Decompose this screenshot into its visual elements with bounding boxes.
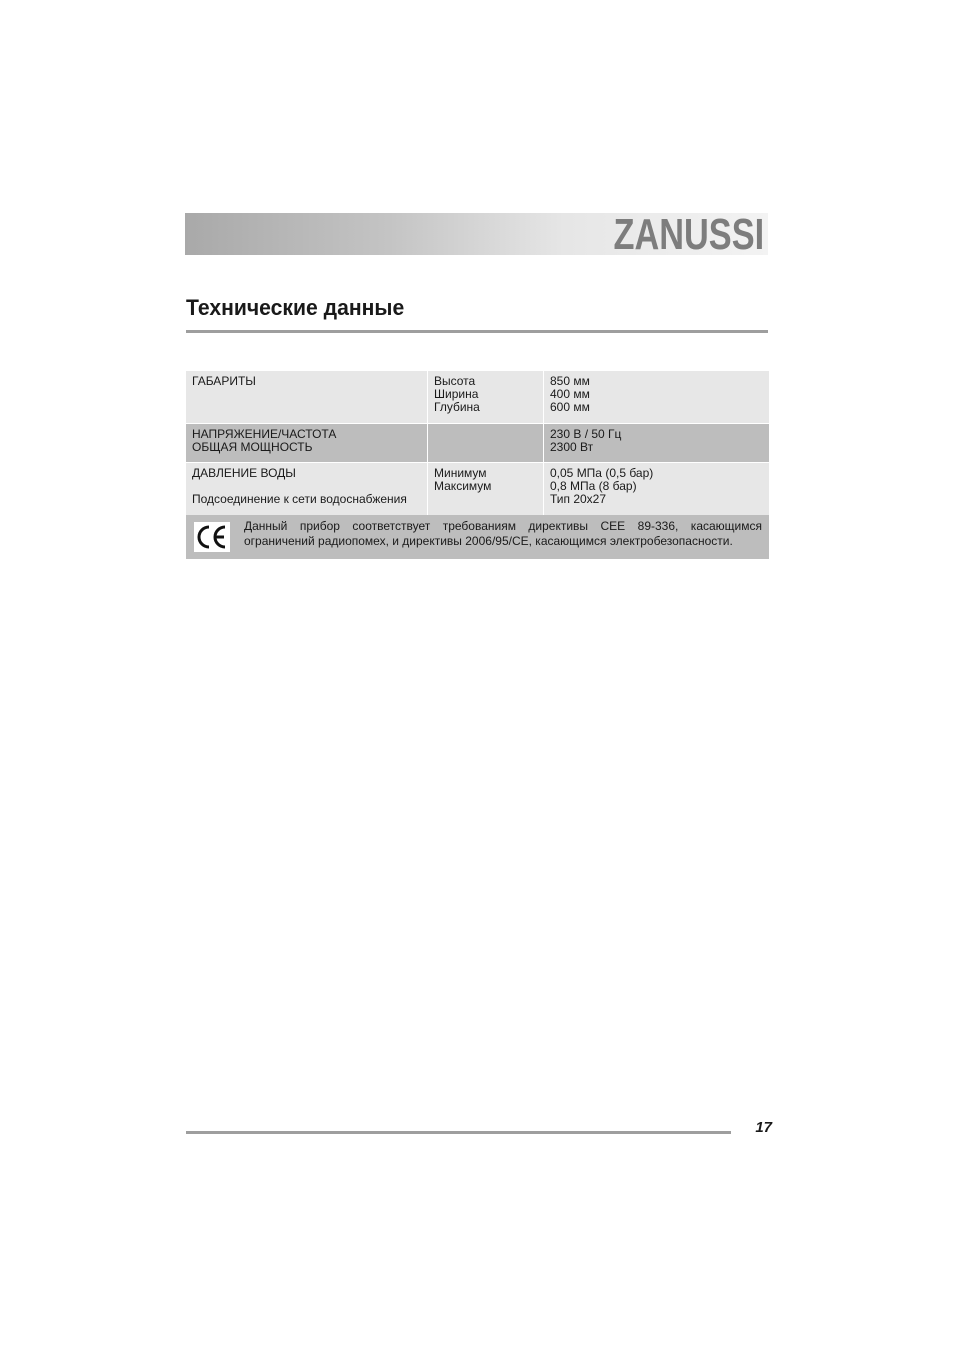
- table-row-water: [186, 463, 769, 516]
- water-pressure-label: ДАВЛЕНИЕ ВОДЫ: [192, 466, 296, 480]
- water-connection-label: Подсоединение к сети водоснабжения: [192, 492, 407, 506]
- water-values-cell: [544, 463, 770, 516]
- value-minimum: 0,05 МПа (0,5 бар): [550, 466, 654, 480]
- voltage-frequency-value: 230 В / 50 Гц: [550, 427, 622, 441]
- page-number: 17: [755, 1119, 772, 1136]
- electrical-params-cell: [428, 424, 544, 463]
- voltage-frequency-label: НАПРЯЖЕНИЕ/ЧАСТОТА: [192, 427, 337, 441]
- dimensions-label-cell: [186, 371, 428, 424]
- water-params-cell: [428, 463, 544, 516]
- dimensions-label: ГАБАРИТЫ: [192, 374, 256, 388]
- electrical-values-cell: [544, 424, 770, 463]
- value-width: 400 мм: [550, 387, 590, 401]
- header-band: [185, 210, 768, 259]
- spec-table: [186, 371, 769, 516]
- water-label-cell: [186, 463, 428, 516]
- param-depth: Глубина: [434, 400, 480, 414]
- param-minimum: Минимум: [434, 466, 487, 480]
- value-height: 850 мм: [550, 374, 590, 388]
- title-divider: [186, 330, 768, 333]
- table-row-electrical: [186, 424, 769, 463]
- dimensions-values-cell: [544, 371, 770, 424]
- value-depth: 600 мм: [550, 400, 590, 414]
- table-row-dimensions: [186, 371, 769, 424]
- total-power-value: 2300 Вт: [550, 440, 594, 454]
- page-title: Технические данные: [186, 295, 405, 320]
- compliance-text: Данный прибор соответствует требованиям директивы CEE 89-336, касающимся ограничений радиопомех, и директивы 2006/95/CE, касающимся электробезопасности.: [244, 519, 762, 548]
- value-connection-type: Тип 20x27: [550, 492, 607, 506]
- compliance-notice: [186, 515, 769, 559]
- param-height: Высота: [434, 374, 476, 388]
- dimensions-params-cell: [428, 371, 544, 424]
- brand-logo: ZANUSSI: [613, 210, 764, 259]
- total-power-label: ОБЩАЯ МОЩНОСТЬ: [192, 440, 313, 454]
- value-maximum: 0,8 МПа (8 бар): [550, 479, 637, 493]
- footer-divider: [186, 1131, 731, 1134]
- electrical-label-cell: [186, 424, 428, 463]
- ce-mark-icon: [194, 522, 230, 552]
- param-width: Ширина: [434, 387, 479, 401]
- param-maximum: Максимум: [434, 479, 492, 493]
